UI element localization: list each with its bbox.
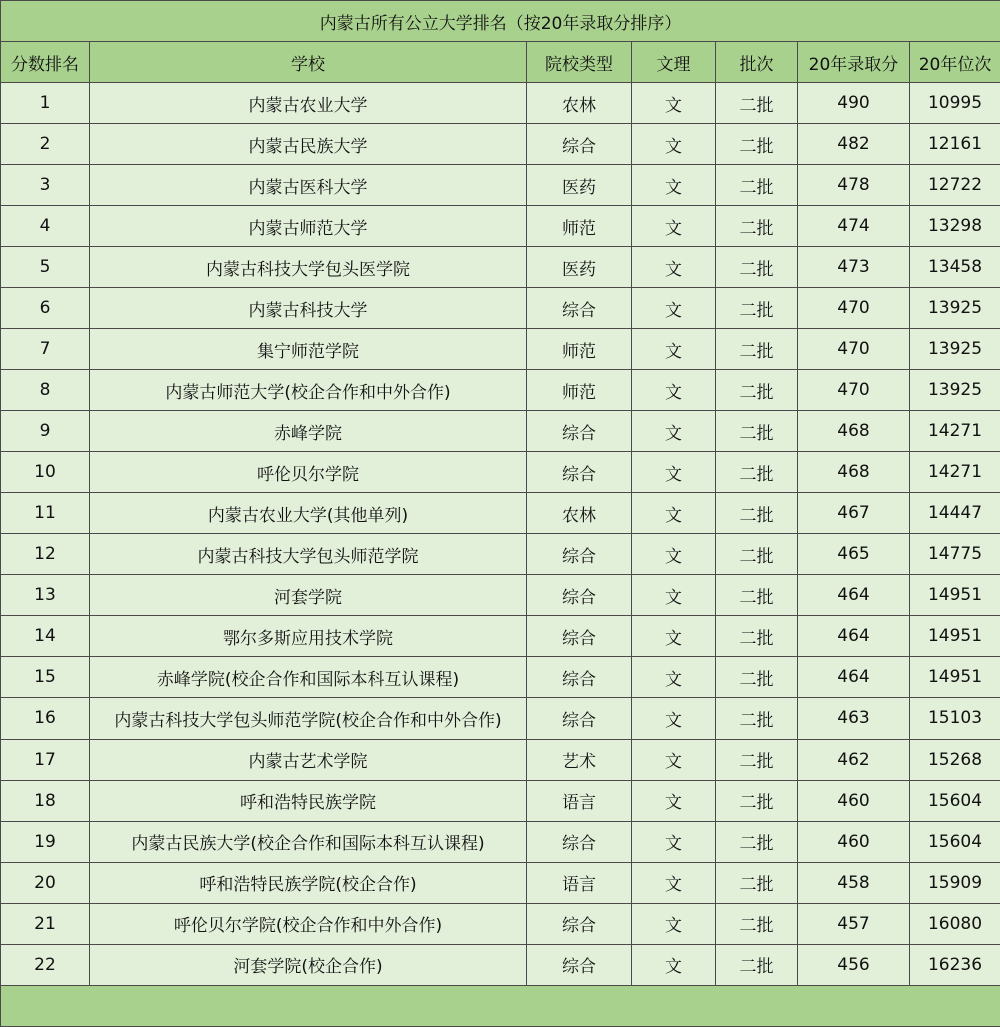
table-row (1, 862, 1000, 903)
track-cell: 文 (632, 124, 716, 165)
rank-cell: 15 (1, 657, 90, 698)
header-type: 院校类型 (527, 42, 632, 83)
position-cell: 13458 (910, 247, 1000, 288)
position-cell: 16236 (910, 944, 1000, 985)
table-row (1, 821, 1000, 862)
school-cell: 内蒙古民族大学 (90, 124, 527, 165)
rank-cell: 4 (1, 206, 90, 247)
rank-cell: 14 (1, 616, 90, 657)
table-row (1, 206, 1000, 247)
score-cell: 470 (798, 370, 910, 411)
position-cell: 10995 (910, 83, 1000, 124)
table-title: 内蒙古所有公立大学排名（按20年录取分排序） (1, 1, 1000, 42)
position-cell: 15268 (910, 739, 1000, 780)
track-cell: 文 (632, 165, 716, 206)
position-cell: 14951 (910, 616, 1000, 657)
type-cell: 师范 (527, 370, 632, 411)
table-row (1, 616, 1000, 657)
school-cell: 河套学院 (90, 575, 527, 616)
position-cell: 13925 (910, 288, 1000, 329)
table-row (1, 698, 1000, 739)
rank-cell: 3 (1, 165, 90, 206)
table-row (1, 370, 1000, 411)
school-cell: 内蒙古科技大学包头师范学院 (90, 534, 527, 575)
type-cell: 综合 (527, 698, 632, 739)
table-row (1, 288, 1000, 329)
score-cell: 468 (798, 452, 910, 493)
score-cell: 473 (798, 247, 910, 288)
school-cell: 内蒙古农业大学 (90, 83, 527, 124)
position-cell: 13298 (910, 206, 1000, 247)
type-cell: 综合 (527, 124, 632, 165)
header-school: 学校 (90, 42, 527, 83)
position-cell: 14775 (910, 534, 1000, 575)
track-cell: 文 (632, 452, 716, 493)
school-cell: 内蒙古科技大学包头师范学院(校企合作和中外合作) (90, 698, 527, 739)
rank-cell: 22 (1, 944, 90, 985)
rank-cell: 21 (1, 903, 90, 944)
school-cell: 内蒙古民族大学(校企合作和国际本科互认课程) (90, 821, 527, 862)
track-cell: 文 (632, 657, 716, 698)
position-cell: 14447 (910, 493, 1000, 534)
score-cell: 478 (798, 165, 910, 206)
table-row (1, 452, 1000, 493)
type-cell: 综合 (527, 534, 632, 575)
type-cell: 艺术 (527, 739, 632, 780)
batch-cell: 二批 (716, 903, 798, 944)
rank-cell: 9 (1, 411, 90, 452)
type-cell: 综合 (527, 903, 632, 944)
track-cell: 文 (632, 698, 716, 739)
batch-cell: 二批 (716, 288, 798, 329)
batch-cell: 二批 (716, 411, 798, 452)
track-cell: 文 (632, 411, 716, 452)
score-cell: 482 (798, 124, 910, 165)
score-cell: 474 (798, 206, 910, 247)
table-row (1, 124, 1000, 165)
track-cell: 文 (632, 206, 716, 247)
header-track: 文理 (632, 42, 716, 83)
table-row (1, 739, 1000, 780)
position-cell: 15103 (910, 698, 1000, 739)
rank-cell: 5 (1, 247, 90, 288)
header-position: 20年位次 (910, 42, 1000, 83)
score-cell: 460 (798, 780, 910, 821)
rank-cell: 17 (1, 739, 90, 780)
batch-cell: 二批 (716, 329, 798, 370)
score-cell: 465 (798, 534, 910, 575)
batch-cell: 二批 (716, 944, 798, 985)
header-row (1, 42, 1000, 83)
type-cell: 综合 (527, 821, 632, 862)
school-cell: 集宁师范学院 (90, 329, 527, 370)
score-cell: 462 (798, 739, 910, 780)
school-cell: 内蒙古科技大学包头医学院 (90, 247, 527, 288)
track-cell: 文 (632, 821, 716, 862)
position-cell: 15604 (910, 821, 1000, 862)
batch-cell: 二批 (716, 534, 798, 575)
score-cell: 470 (798, 288, 910, 329)
type-cell: 语言 (527, 780, 632, 821)
table-row (1, 493, 1000, 534)
type-cell: 农林 (527, 493, 632, 534)
track-cell: 文 (632, 862, 716, 903)
header-score: 20年录取分 (798, 42, 910, 83)
score-cell: 456 (798, 944, 910, 985)
score-cell: 464 (798, 616, 910, 657)
track-cell: 文 (632, 247, 716, 288)
rank-cell: 7 (1, 329, 90, 370)
type-cell: 语言 (527, 862, 632, 903)
rank-cell: 13 (1, 575, 90, 616)
type-cell: 综合 (527, 657, 632, 698)
school-cell: 内蒙古科技大学 (90, 288, 527, 329)
rank-cell: 12 (1, 534, 90, 575)
track-cell: 文 (632, 493, 716, 534)
track-cell: 文 (632, 329, 716, 370)
track-cell: 文 (632, 534, 716, 575)
batch-cell: 二批 (716, 493, 798, 534)
batch-cell: 二批 (716, 616, 798, 657)
type-cell: 农林 (527, 83, 632, 124)
score-cell: 457 (798, 903, 910, 944)
table-row (1, 657, 1000, 698)
score-cell: 467 (798, 493, 910, 534)
rank-cell: 8 (1, 370, 90, 411)
table-row (1, 329, 1000, 370)
type-cell: 综合 (527, 411, 632, 452)
table-row (1, 575, 1000, 616)
table-row (1, 780, 1000, 821)
batch-cell: 二批 (716, 821, 798, 862)
score-cell: 458 (798, 862, 910, 903)
type-cell: 综合 (527, 575, 632, 616)
batch-cell: 二批 (716, 657, 798, 698)
school-cell: 赤峰学院 (90, 411, 527, 452)
track-cell: 文 (632, 739, 716, 780)
rank-cell: 18 (1, 780, 90, 821)
batch-cell: 二批 (716, 862, 798, 903)
position-cell: 16080 (910, 903, 1000, 944)
type-cell: 医药 (527, 247, 632, 288)
type-cell: 师范 (527, 329, 632, 370)
rank-cell: 16 (1, 698, 90, 739)
position-cell: 14951 (910, 575, 1000, 616)
type-cell: 综合 (527, 452, 632, 493)
batch-cell: 二批 (716, 739, 798, 780)
track-cell: 文 (632, 780, 716, 821)
header-batch: 批次 (716, 42, 798, 83)
school-cell: 呼伦贝尔学院(校企合作和中外合作) (90, 903, 527, 944)
table-row (1, 944, 1000, 985)
position-cell: 13925 (910, 370, 1000, 411)
table-row (1, 534, 1000, 575)
school-cell: 内蒙古医科大学 (90, 165, 527, 206)
rank-cell: 10 (1, 452, 90, 493)
position-cell: 12722 (910, 165, 1000, 206)
score-cell: 490 (798, 83, 910, 124)
score-cell: 470 (798, 329, 910, 370)
batch-cell: 二批 (716, 780, 798, 821)
type-cell: 综合 (527, 288, 632, 329)
school-cell: 内蒙古师范大学(校企合作和中外合作) (90, 370, 527, 411)
school-cell: 内蒙古师范大学 (90, 206, 527, 247)
position-cell: 15909 (910, 862, 1000, 903)
rank-cell: 11 (1, 493, 90, 534)
batch-cell: 二批 (716, 575, 798, 616)
batch-cell: 二批 (716, 165, 798, 206)
batch-cell: 二批 (716, 206, 798, 247)
table-body (1, 83, 1000, 986)
school-cell: 呼和浩特民族学院(校企合作) (90, 862, 527, 903)
score-cell: 463 (798, 698, 910, 739)
header-rank: 分数排名 (1, 42, 90, 83)
table-footer (1, 986, 1000, 1027)
table-row (1, 411, 1000, 452)
position-cell: 15604 (910, 780, 1000, 821)
type-cell: 综合 (527, 944, 632, 985)
track-cell: 文 (632, 575, 716, 616)
score-cell: 464 (798, 657, 910, 698)
batch-cell: 二批 (716, 247, 798, 288)
position-cell: 14951 (910, 657, 1000, 698)
footer-row (1, 986, 1000, 1027)
batch-cell: 二批 (716, 370, 798, 411)
score-cell: 460 (798, 821, 910, 862)
score-cell: 468 (798, 411, 910, 452)
position-cell: 14271 (910, 411, 1000, 452)
school-cell: 呼和浩特民族学院 (90, 780, 527, 821)
school-cell: 内蒙古农业大学(其他单列) (90, 493, 527, 534)
position-cell: 12161 (910, 124, 1000, 165)
school-cell: 呼伦贝尔学院 (90, 452, 527, 493)
position-cell: 14271 (910, 452, 1000, 493)
table-row (1, 903, 1000, 944)
rank-cell: 2 (1, 124, 90, 165)
type-cell: 师范 (527, 206, 632, 247)
batch-cell: 二批 (716, 124, 798, 165)
rank-cell: 1 (1, 83, 90, 124)
batch-cell: 二批 (716, 452, 798, 493)
track-cell: 文 (632, 903, 716, 944)
type-cell: 综合 (527, 616, 632, 657)
table-row (1, 165, 1000, 206)
school-cell: 内蒙古艺术学院 (90, 739, 527, 780)
rank-cell: 19 (1, 821, 90, 862)
table-row (1, 247, 1000, 288)
track-cell: 文 (632, 83, 716, 124)
track-cell: 文 (632, 616, 716, 657)
score-cell: 464 (798, 575, 910, 616)
batch-cell: 二批 (716, 83, 798, 124)
position-cell: 13925 (910, 329, 1000, 370)
rank-cell: 20 (1, 862, 90, 903)
school-cell: 河套学院(校企合作) (90, 944, 527, 985)
rank-cell: 6 (1, 288, 90, 329)
school-cell: 赤峰学院(校企合作和国际本科互认课程) (90, 657, 527, 698)
school-cell: 鄂尔多斯应用技术学院 (90, 616, 527, 657)
type-cell: 医药 (527, 165, 632, 206)
track-cell: 文 (632, 370, 716, 411)
batch-cell: 二批 (716, 698, 798, 739)
track-cell: 文 (632, 944, 716, 985)
title-row (1, 1, 1000, 42)
table-row (1, 83, 1000, 124)
track-cell: 文 (632, 288, 716, 329)
